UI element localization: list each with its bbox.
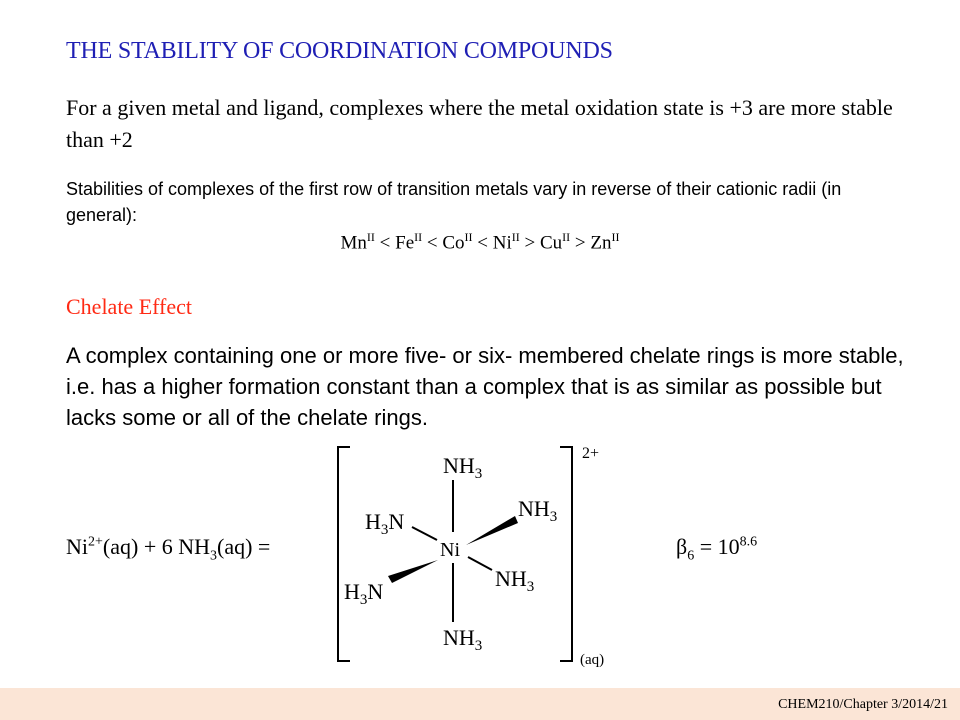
- ligand-lower-right: $NH_3$: [495, 566, 535, 595]
- series-cu: Cu: [539, 232, 563, 254]
- slide-title: THE STABILITY OF COORDINATION COMPOUNDS: [66, 38, 613, 64]
- hexaammine-nickel-structure: [330, 440, 630, 670]
- wedge-upper-right: [466, 516, 518, 545]
- series-mn: Mn: [340, 232, 367, 254]
- footer-text: CHEM210/Chapter 3/2014/21: [778, 697, 948, 712]
- formation-constant: $\beta_6 = 10^{8.6}$: [676, 534, 758, 564]
- oxidation-state-paragraph: For a given metal and ligand, complexes where the metal oxidation state is +3 are more stable than +2: [66, 95, 893, 152]
- ligand-upper-left: $H_3N$: [365, 509, 405, 538]
- right-bracket: [560, 447, 572, 661]
- irving-williams-series: $Mn^{II} < Fe^{II} < Co^{II} < Ni^{II} > Cu^{II} > Zn^{II}$: [340, 230, 620, 254]
- series-zn: Zn: [590, 232, 612, 254]
- bond-upper-left: [412, 527, 437, 540]
- chelate-paragraph: A complex containing one or more five- or six- membered chelate rings is more stable, i.e. has a higher formation constant than a complex that is as similar as possible but lacks some or all of the chelate rings.: [66, 343, 904, 430]
- chelate-effect-heading: Chelate Effect: [66, 294, 193, 319]
- ligand-top: $NH_3$: [443, 453, 483, 482]
- footer-bar: [0, 688, 960, 720]
- ligand-lower-left: $H_3N$: [344, 579, 384, 608]
- ligand-upper-right: $NH_3$: [518, 496, 558, 525]
- reaction-equation: $Ni^{2+}(aq) + 6$ $NH_3(aq)$ =: [66, 534, 271, 564]
- complex-phase: (aq): [580, 652, 605, 668]
- series-ni: Ni: [492, 232, 512, 254]
- metal-center: Ni: [440, 539, 460, 561]
- series-fe: Fe: [395, 232, 415, 254]
- bond-lower-right: [468, 557, 492, 570]
- stability-paragraph: Stabilities of complexes of the first row of transition metals vary in reverse of their cationic radii (in general):: [66, 179, 842, 225]
- left-bracket: [338, 447, 350, 661]
- wedge-lower-left: [388, 560, 438, 583]
- complex-charge: 2+: [582, 445, 600, 462]
- series-co: Co: [442, 232, 465, 254]
- ligand-bottom: $NH_3$: [443, 625, 483, 654]
